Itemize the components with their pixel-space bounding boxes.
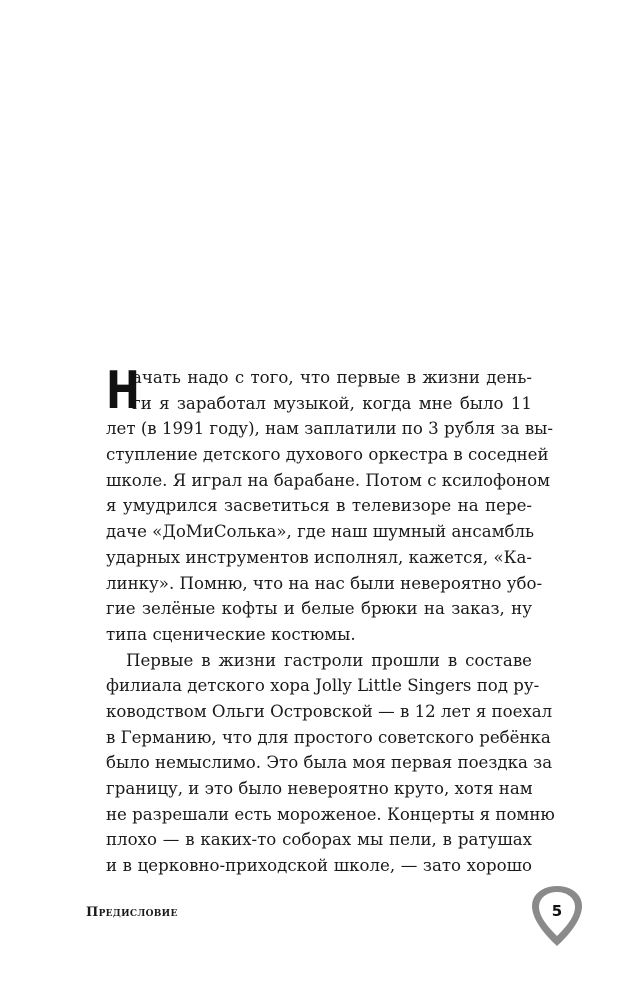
drop-cap-letter: Н: [106, 361, 140, 421]
section-label: Предисловие: [86, 905, 178, 920]
text-line: Первые в жизни гастроли прошли в составе: [126, 650, 532, 670]
text-line: было немыслимо. Это была моя первая поездка за: [106, 753, 553, 773]
text-line: типа сценические костюмы.: [106, 624, 356, 644]
text-line: лет (в 1991 году), нам заплатили по 3 рубля за вы-: [106, 419, 553, 439]
text-line: ступление детского духового оркестра в соседней: [106, 445, 549, 465]
paragraph-1: [106, 361, 553, 648]
text-line: плохо — в каких-то соборах мы пели, в ратушах: [106, 830, 532, 850]
main-text: [106, 361, 555, 879]
text-line: в Германию, что для простого советского ребёнка: [106, 727, 551, 747]
paragraph-2: [106, 648, 555, 879]
text-line: и в церковно-приходской школе, — зато хорошо: [106, 856, 532, 876]
text-line: ударных инструментов исполнял, кажется, «Ка-: [106, 547, 532, 567]
text-line: филиала детского хора Jolly Little Singers под ру-: [106, 676, 540, 696]
text-line: не разрешали есть мороженое. Концерты я помню: [106, 804, 555, 824]
text-line: границу, и это было невероятно круто, хотя нам: [106, 779, 533, 798]
page-number-badge: [530, 884, 584, 948]
text-line: ачать надо с того, что первые в жизни день-: [132, 368, 532, 387]
text-line: школе. Я играл на барабане. Потом с ксилофоном: [106, 470, 550, 490]
text-line: линку». Помню, что на нас были невероятно убо-: [106, 573, 543, 593]
text-line: ги я заработал музыкой, когда мне было 11: [132, 393, 532, 413]
text-line: я умудрился засветиться в телевизоре на пере-: [106, 496, 532, 516]
text-line: ководством Ольги Островской — в 12 лет я поехал: [106, 701, 553, 721]
text-line: гие зелёные кофты и белые брюки на заказ, ну: [106, 599, 532, 619]
page-number: 5: [551, 902, 563, 920]
text-line: даче «ДоМиСолька», где наш шумный ансамбль: [106, 522, 535, 542]
